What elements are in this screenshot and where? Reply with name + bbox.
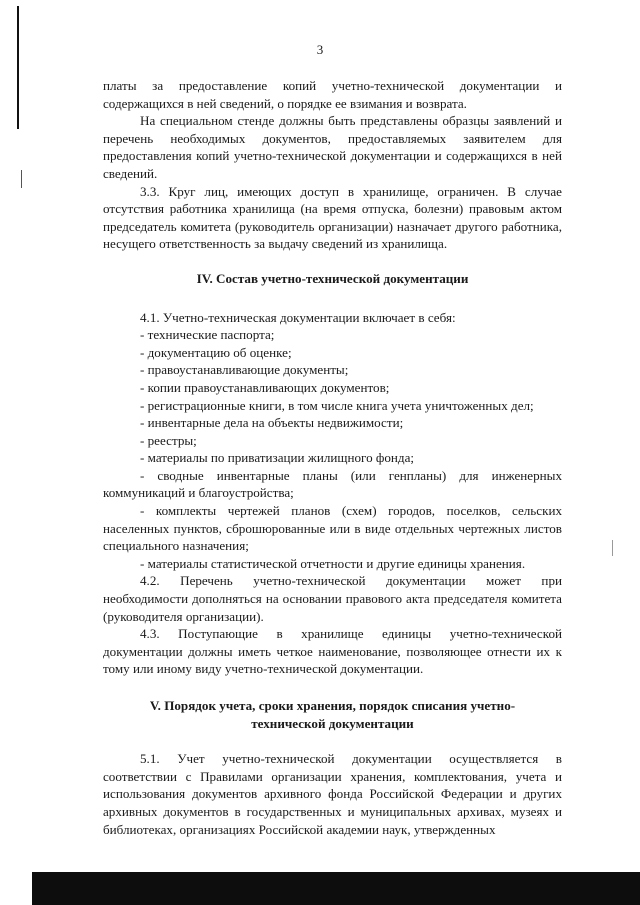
page-number: 3	[316, 42, 324, 57]
scan-edge-line	[17, 6, 19, 129]
list-intro: 4.1. Учетно-техническая документации включает в себя:	[140, 309, 456, 325]
scan-mark	[612, 540, 613, 556]
scan-mark	[21, 170, 22, 188]
scan-bottom-bar	[32, 872, 640, 905]
document-body	[103, 77, 562, 838]
paragraph: 4.3. Поступающие в хранилище единицы учетно-технической документации должны иметь четкое наименование, позволяющее отнести их к тому или иному виду учетно-технической документации.	[103, 626, 562, 677]
list-item: - реестры;	[140, 432, 197, 448]
list-item: - материалы статистической отчетности и другие единицы хранения.	[140, 555, 526, 571]
paragraph: платы за предоставление копий учетно-технической документации и содержащихся в ней сведений, о порядке ее взимания и возврата.	[103, 78, 562, 111]
list-item: - материалы по приватизации жилищного фонда;	[140, 450, 415, 466]
section-heading: IV. Состав учетно-технической документации	[196, 270, 469, 286]
list-item: - регистрационные книги, в том числе книга учета уничтоженных дел;	[140, 397, 534, 413]
list-item: - копии правоустанавливающих документов;	[140, 379, 390, 395]
list-item: - инвентарные дела на объекты недвижимости;	[140, 415, 404, 431]
list-item: - сводные инвентарные планы (или генпланы) для инженерных коммуникаций и благоустройства;	[103, 467, 562, 501]
list-item: - правоустанавливающие документы;	[140, 362, 349, 378]
paragraph: 5.1. Учет учетно-технической документации осуществляется в соответствии с Правилами организации хранения, комплектования, учета и использования документов архивного фонда Российской Федерации и других архивных документов в государственных и муниципальных архивах, музеях и библиотеках, организациях Российской академии наук, утвержденных	[103, 751, 562, 837]
paragraph: 4.2. Перечень учетно-технической документации может при необходимости дополняться на основании правового акта председателя комитета (руководителя организации).	[103, 573, 562, 624]
paragraph: 3.3. Круг лиц, имеющих доступ в хранилище, ограничен. В случае отсутствия работника хранилища (на время отпуска, болезни) правовым актом председатель комитета (руководитель организации) назначает другого работника, несущего ответственность за выдачу сведений из хранилища.	[103, 183, 562, 252]
list-item: - технические паспорта;	[140, 327, 275, 343]
list-item: - комплекты чертежей планов (схем) городов, поселков, сельских населенных пунктов, сброшюрованные или в виде отдельных чертежных листов специального назначения;	[103, 503, 562, 554]
list-item: - документацию об оценке;	[140, 344, 292, 360]
section-heading: V. Порядок учета, сроки хранения, порядок списания учетно-технической документации	[149, 698, 516, 731]
paragraph: На специальном стенде должны быть представлены образцы заявлений и перечень необходимых документов, предоставляемых заявителем для предоставления копий учетно-технической документации и содержащихся в ней сведений.	[103, 113, 562, 181]
